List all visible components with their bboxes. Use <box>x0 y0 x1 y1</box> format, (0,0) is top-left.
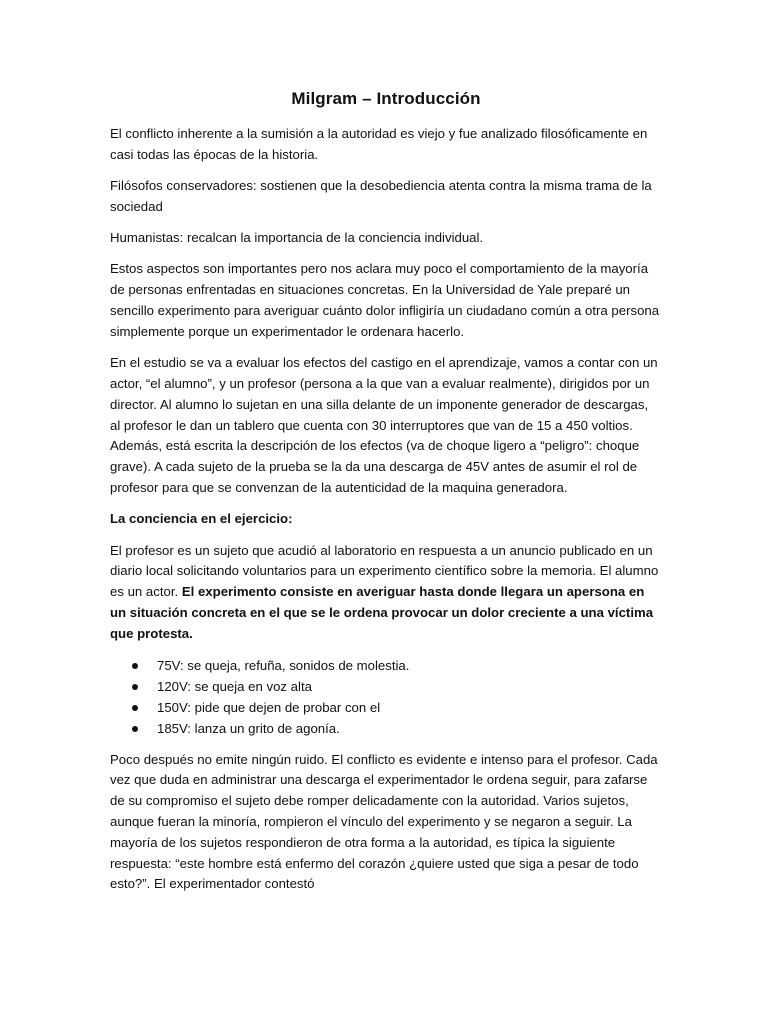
document-title: Milgram – Introducción <box>291 89 481 108</box>
list-item <box>110 676 662 697</box>
list-item-text: 185V: lanza un grito de agonía. <box>157 721 340 737</box>
bullet-icon <box>132 663 138 669</box>
section-heading: La conciencia en el ejercicio: <box>110 511 293 527</box>
list-item-text: 120V: se queja en voz alta <box>157 679 312 695</box>
paragraph-1: El conflicto inherente a la sumisión a la autoridad es viejo y fue analizado filosóficamente en casi todas las épocas de la historia. <box>110 126 648 162</box>
list-item <box>110 697 662 718</box>
section-paragraph-bold: El experimento consiste en averiguar hasta donde llegara un apersona en un situación concreta en el que se le ordena provocar un dolor creciente a una víctima que protesta. <box>110 584 654 641</box>
paragraph-5: En el estudio se va a evaluar los efectos del castigo en el aprendizaje, vamos a contar con un actor, “el alumno”, y un profesor (persona a la que van a evaluar realmente), dirigidos por un director. Al alumno lo sujetan en una silla delante de un imponente generador de descargas, al profesor le dan un tablero que cuenta con 30 interruptores que van de 15 a 450 voltios. Además, está escrita la descripción de los efectos (va de choque ligero a “peligro”: choque grave). A cada sujeto de la prueba se la da una descarga de 45V antes de asumir el rol de profesor para que se convenzan de la autenticidad de la maquina generadora. <box>110 355 658 495</box>
section-paragraph-normal: El profesor es un sujeto que acudió al laboratorio en respuesta a un anuncio publicado en un diario local solicitando voluntarios para un experimento científico sobre la memoria. El alumno es un actor. <box>110 542 659 600</box>
bullet-icon <box>132 684 138 690</box>
bullet-icon <box>132 726 138 732</box>
paragraph-4: Estos aspectos son importantes pero nos aclara muy poco el comportamiento de la mayoría de personas enfrentadas en situaciones concretas. En la Universidad de Yale preparé un sencillo experimento para averiguar cuánto dolor infligiría un ciudadano común a otra persona simplemente porque un experimentador le ordenara hacerlo. <box>110 261 660 339</box>
list-item <box>110 718 662 739</box>
bullet-icon <box>132 705 138 711</box>
section-paragraph <box>110 541 662 645</box>
list-item-text: 150V: pide que dejen de probar con el <box>157 700 381 716</box>
closing-paragraph: Poco después no emite ningún ruido. El conflicto es evidente e intenso para el profesor. Cada vez que duda en administrar una descarga el experimentador le ordena seguir, para zafarse de su compromiso el sujeto debe romper delicadamente con la autoridad. Varios sujetos, aunque fueran la minoría, rompieron el vínculo del experimento y se negaron a seguir. La mayoría de los sujetos respondieron de otra forma a la autoridad, es típica la siguiente respuesta: “este hombre está enfermo del corazón ¿quiere usted que siga a pesar de todo esto?”. El experimentador contestó <box>110 751 658 892</box>
paragraph-2: Filósofos conservadores: sostienen que la desobediencia atenta contra la misma trama de la sociedad <box>110 178 652 214</box>
list-item <box>110 655 662 676</box>
document-page <box>110 88 662 906</box>
voltage-list <box>110 655 662 739</box>
paragraph-3: Humanistas: recalcan la importancia de la conciencia individual. <box>110 230 484 246</box>
list-item-text: 75V: se queja, refuña, sonidos de molestia. <box>157 658 410 674</box>
